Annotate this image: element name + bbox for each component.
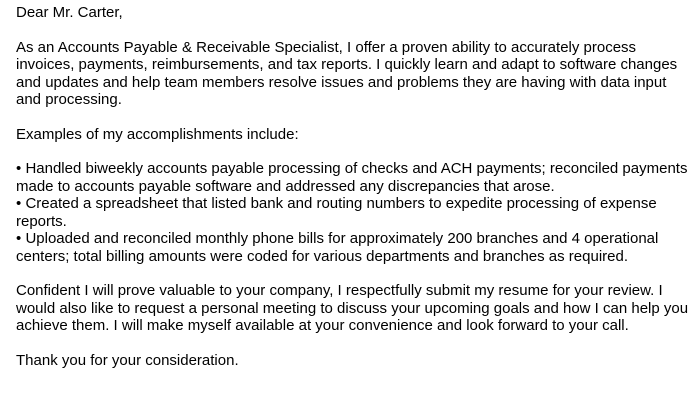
closing-paragraph: Confident I will prove valuable to your company, I respectfully submit my resume for your review. I would also like to request a personal meeting to discuss your upcoming goals and how I can help you achieve them. I will make myself available at your convenience and look forward to your call. bbox=[16, 282, 689, 334]
accomplishment-text: Handled biweekly accounts payable processing of checks and ACH payments; reconciled payments made to accounts payable software and addressed any discrepancies that arose. bbox=[16, 160, 688, 195]
list-item bbox=[16, 230, 692, 265]
intro-paragraph: As an Accounts Payable & Receivable Specialist, I offer a proven ability to accurately process invoices, payments, reimbursements, and tax reports. I quickly learn and adapt to software changes and updates and help team members resolve issues and problems they are having with data input and processing. bbox=[16, 38, 678, 108]
list-item bbox=[16, 160, 692, 195]
list-item bbox=[16, 195, 692, 230]
accomplishment-text: Uploaded and reconciled monthly phone bills for approximately 200 branches and 4 operational centers; total billing amounts were coded for various departments and branches as required. bbox=[16, 230, 659, 265]
accomplishments-list bbox=[16, 160, 692, 265]
bullet-icon: • bbox=[16, 195, 22, 212]
salutation: Dear Mr. Carter, bbox=[16, 4, 123, 21]
bullet-icon: • bbox=[16, 230, 22, 247]
sign-off: Thank you for your consideration. bbox=[16, 351, 239, 369]
accomplishment-text: Created a spreadsheet that listed bank and routing numbers to expedite processing of expense reports. bbox=[16, 195, 657, 230]
accomplishments-heading: Examples of my accomplishments include: bbox=[16, 125, 299, 143]
bullet-icon: • bbox=[16, 160, 22, 177]
